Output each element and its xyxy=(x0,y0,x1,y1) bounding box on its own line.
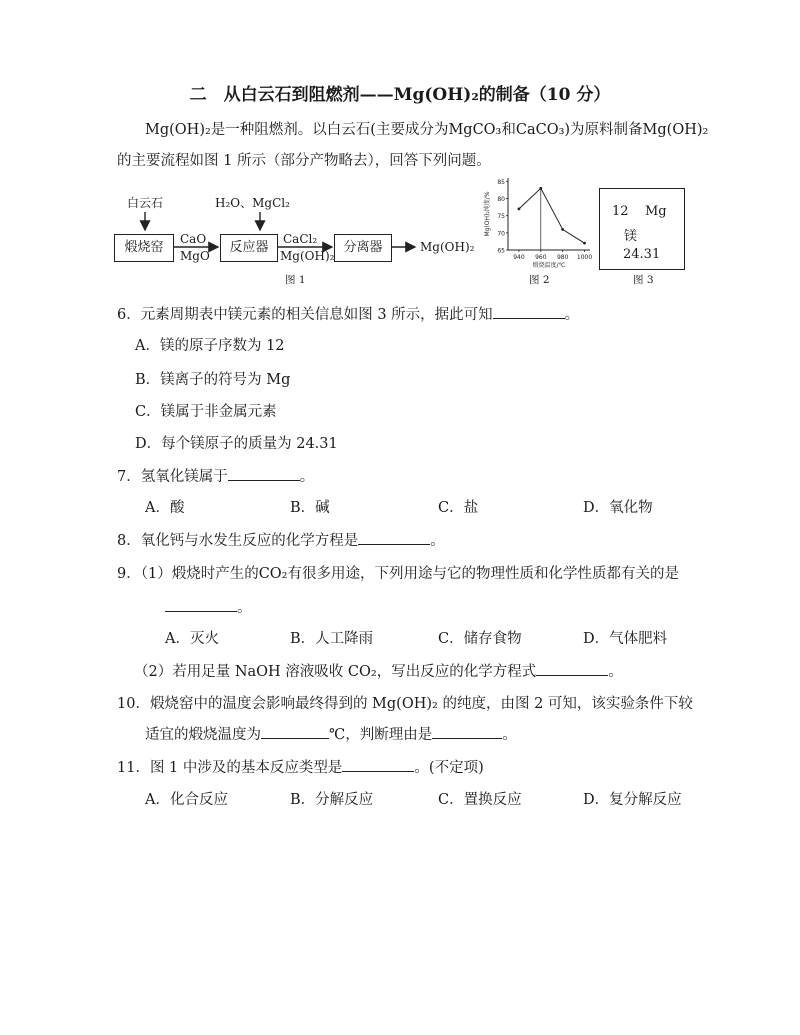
figure-1-label: 图 1 xyxy=(285,274,306,286)
y-axis-label: Mg(OH)₂纯度/% xyxy=(484,191,491,237)
q10-line2-text-c: 。 xyxy=(502,727,517,743)
q9-stem-end: 。 xyxy=(237,600,252,616)
input-dolomite: 白云石 xyxy=(127,196,164,210)
x-tick-label-960: 960 xyxy=(535,254,547,261)
q11-option-a: A．化合反应 xyxy=(145,792,228,808)
q7-stem xyxy=(117,465,314,486)
q9-part2 xyxy=(134,660,623,681)
q8-stem-text: 8．氧化钙与水发生反应的化学方程是 xyxy=(117,533,359,549)
q8-stem-end: 。 xyxy=(430,533,445,549)
node-reactor: 反应器 xyxy=(220,234,278,262)
q7-option-d: D．氧化物 xyxy=(583,500,653,516)
q9-part2-end: 。 xyxy=(608,664,623,680)
node-kiln: 煅烧窑 xyxy=(114,234,174,262)
q9-option-d: D．气体肥料 xyxy=(583,631,668,647)
node-separator: 分离器 xyxy=(334,234,392,262)
element-symbol: Mg xyxy=(645,204,667,219)
q11-stem-end: 。(不定项) xyxy=(414,760,484,776)
data-point-1000 xyxy=(583,242,586,245)
q10-line-2 xyxy=(145,723,517,744)
q7-option-c: C．盐 xyxy=(438,500,479,516)
arrow1-mgo: MgO xyxy=(180,249,210,263)
q11-option-b: B．分解反应 xyxy=(290,792,374,808)
q7-stem-text: 7．氢氧化镁属于 xyxy=(117,469,228,485)
arrow1-cao: CaO xyxy=(180,232,207,246)
q9-option-b: B．人工降雨 xyxy=(290,631,374,647)
x-axis-label: 煅烧温度/℃ xyxy=(532,262,566,269)
data-point-980 xyxy=(561,228,564,231)
element-number: 12 xyxy=(612,204,629,219)
purity-chart xyxy=(482,172,594,272)
q9-answer-blank[interactable] xyxy=(165,597,237,612)
q9-blank-line xyxy=(165,596,252,617)
q10-line2-text-b: ℃，判断理由是 xyxy=(329,727,433,743)
q9-option-c: C．储存食物 xyxy=(438,631,522,647)
q7-answer-blank[interactable] xyxy=(228,466,300,481)
q8-stem xyxy=(117,529,445,550)
q10-line-1: 10．煅烧窑中的温度会影响最终得到的 Mg(OH)₂ 的纯度，由图 2 可知，该实验条件下较 xyxy=(117,696,693,712)
q6-stem-end: 。 xyxy=(564,307,580,323)
figure-2-label: 图 2 xyxy=(529,274,550,286)
q6-stem xyxy=(117,303,579,324)
q9-part2-text: （2）若用足量 NaOH 溶液吸收 CO₂，写出反应的化学方程式 xyxy=(134,664,537,680)
q10-line2-text-a: 适宜的煅烧温度为 xyxy=(145,727,261,743)
q7-option-a: A．酸 xyxy=(145,500,185,516)
q11-stem xyxy=(117,756,484,777)
q11-option-d: D．复分解反应 xyxy=(583,792,682,808)
y-tick-label-65: 65 xyxy=(497,247,505,255)
q11-stem-text: 11．图 1 中涉及的基本反应类型是 xyxy=(117,760,343,776)
arrow2-cacl2: CaCl₂ xyxy=(283,232,318,246)
q7-option-b: B．碱 xyxy=(290,500,330,516)
output-mgoh2: Mg(OH)₂ xyxy=(420,240,475,254)
q9-stem: 9．（1）煅烧时产生的CO₂有很多用途，下列用途与它的物理性质和化学性质都有关的是 xyxy=(117,566,679,582)
intro-line-2: 的主要流程如图 1 所示（部分产物略去），回答下列问题。 xyxy=(117,153,491,169)
x-tick-label-1000: 1000 xyxy=(576,254,593,261)
q6-option-d: D．每个镁原子的质量为 24.31 xyxy=(135,436,338,452)
element-mass: 24.31 xyxy=(623,247,661,262)
q6-answer-blank[interactable] xyxy=(493,304,565,319)
q8-answer-blank[interactable] xyxy=(358,530,430,545)
y-tick-label-80: 80 xyxy=(497,196,505,204)
q11-answer-blank[interactable] xyxy=(342,757,414,772)
q10-reason-blank[interactable] xyxy=(432,724,502,739)
purity-line xyxy=(519,188,585,243)
y-tick-label-85: 85 xyxy=(497,178,505,186)
q6-option-c: C．镁属于非金属元素 xyxy=(135,404,277,420)
element-name: 镁 xyxy=(624,229,638,244)
q6-stem-text: 6．元素周期表中镁元素的相关信息如图 3 所示，据此可知 xyxy=(117,307,493,323)
q6-option-b: B．镁离子的符号为 Mg xyxy=(135,372,291,388)
y-tick-label-70: 70 xyxy=(497,230,505,238)
q6-option-a: A．镁的原子序数为 12 xyxy=(135,338,285,354)
arrow2-mgoh2: Mg(OH)₂ xyxy=(280,249,335,263)
x-tick-label-980: 980 xyxy=(556,254,569,261)
intro-line-1: Mg(OH)₂是一种阻燃剂。以白云石(主要成分为MgCO₃和CaCO₃)为原料制备Mg(OH)₂ xyxy=(145,122,709,138)
figure-3-label: 图 3 xyxy=(633,274,654,286)
section-title: 二 从白云石到阻燃剂——Mg(OH)₂的制备（10 分） xyxy=(189,85,611,105)
q10-temp-blank[interactable] xyxy=(261,724,329,739)
data-point-940 xyxy=(518,207,521,210)
q9-part2-answer-blank[interactable] xyxy=(536,661,608,676)
y-tick-label-75: 75 xyxy=(497,213,505,221)
q11-option-c: C．置换反应 xyxy=(438,792,522,808)
x-tick-label-940: 940 xyxy=(513,254,525,261)
q7-stem-end: 。 xyxy=(299,469,315,485)
q9-option-a: A．灭火 xyxy=(165,631,219,647)
reagent-h2o-mgcl2: H₂O、MgCl₂ xyxy=(215,196,290,210)
